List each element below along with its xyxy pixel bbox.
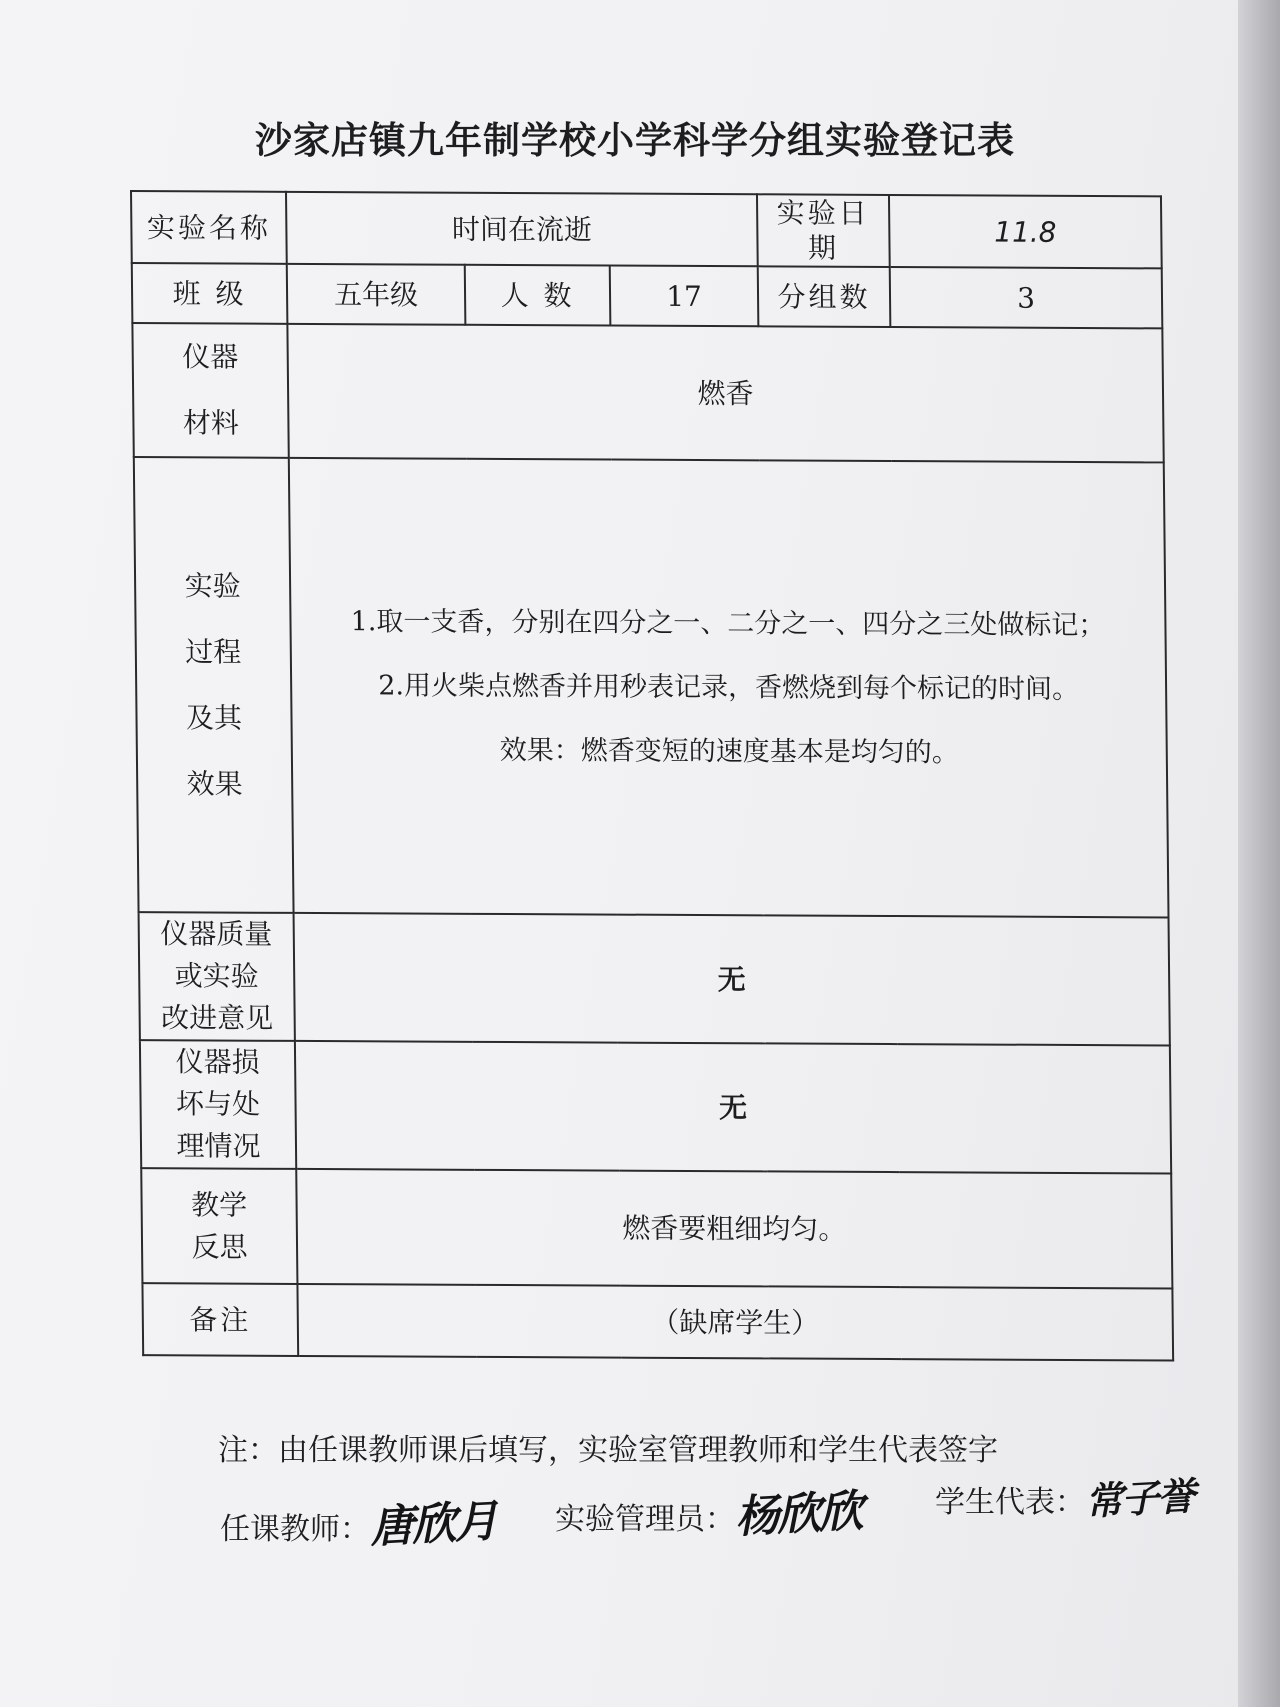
process-label-line: 过程 bbox=[185, 634, 242, 669]
quality-label-line: 仪器质量 bbox=[160, 917, 273, 951]
process-label-line: 及其 bbox=[185, 700, 243, 735]
exp-date-label: 实验日期 bbox=[757, 194, 890, 267]
exp-name-value: 时间在流逝 bbox=[286, 192, 758, 266]
exp-date-value: 11.8 bbox=[889, 195, 1162, 268]
exp-name-label: 实验名称 bbox=[131, 191, 287, 264]
groups-value: 3 bbox=[890, 267, 1163, 328]
student-signature: 常子誉 bbox=[1084, 1474, 1195, 1524]
admin-signature: 杨欣欣 bbox=[733, 1485, 863, 1544]
materials-label-line: 仪器 bbox=[182, 340, 239, 374]
reflection-label-line: 教学 bbox=[190, 1187, 248, 1222]
damage-label-line: 仪器损 bbox=[175, 1045, 260, 1079]
process-label-line: 实验 bbox=[184, 568, 241, 603]
student-label: 学生代表： bbox=[935, 1485, 1085, 1520]
row-reflection bbox=[141, 1168, 1172, 1288]
student-signature-block bbox=[935, 1468, 1193, 1538]
row-class bbox=[132, 263, 1163, 328]
count-value: 17 bbox=[610, 266, 759, 327]
class-value: 五年级 bbox=[287, 264, 466, 325]
teacher-signature: 唐欣月 bbox=[368, 1495, 498, 1554]
remarks-label: 备注 bbox=[142, 1283, 298, 1356]
teacher-label: 任课教师： bbox=[220, 1512, 370, 1547]
quality-label bbox=[139, 912, 295, 1041]
groups-label: 分组数 bbox=[758, 266, 891, 327]
admin-signature-block bbox=[555, 1478, 861, 1548]
process-content bbox=[289, 458, 1169, 918]
row-process bbox=[134, 457, 1169, 917]
process-step: 2.用火柴点燃香并用秒表记录，香燃烧到每个标记的时间。 bbox=[378, 669, 1080, 705]
materials-label bbox=[132, 323, 288, 458]
process-step: 1.取一支香，分别在四分之一、二分之一、四分之三处做标记； bbox=[350, 605, 1106, 641]
quality-value: 无 bbox=[294, 913, 1170, 1046]
row-materials bbox=[132, 323, 1163, 462]
damage-label bbox=[140, 1040, 296, 1169]
damage-value: 无 bbox=[295, 1041, 1171, 1174]
process-label-line: 效果 bbox=[186, 766, 243, 801]
reflection-value: 燃香要粗细均匀。 bbox=[296, 1169, 1172, 1289]
form-title: 沙家店镇九年制学校小学科学分组实验登记表 bbox=[255, 119, 1015, 162]
footer-note: 注：由任课教师课后填写，实验室管理教师和学生代表签字 bbox=[218, 1433, 998, 1468]
quality-label-line: 改进意见 bbox=[160, 1001, 274, 1035]
count-label: 人 数 bbox=[465, 265, 611, 326]
reflection-label bbox=[141, 1168, 297, 1284]
row-name-date bbox=[131, 191, 1162, 268]
process-effect: 效果：燃香变短的速度基本是均匀的。 bbox=[499, 734, 959, 768]
teacher-signature-block bbox=[220, 1488, 496, 1558]
reflection-label-line: 反思 bbox=[191, 1229, 248, 1264]
remarks-value: （缺席学生） bbox=[297, 1284, 1173, 1361]
class-label: 班 级 bbox=[132, 263, 288, 324]
registration-table bbox=[130, 190, 1174, 1362]
materials-value: 燃香 bbox=[287, 324, 1163, 463]
materials-label-line: 材料 bbox=[182, 406, 240, 440]
quality-label-line: 或实验 bbox=[174, 959, 259, 993]
damage-label-line: 理情况 bbox=[176, 1129, 261, 1163]
row-remarks bbox=[142, 1283, 1173, 1360]
admin-label: 实验管理员： bbox=[555, 1502, 735, 1537]
paper-edge bbox=[1238, 0, 1280, 1707]
row-quality bbox=[139, 912, 1170, 1045]
row-damage bbox=[140, 1040, 1171, 1173]
damage-label-line: 坏与处 bbox=[175, 1087, 261, 1121]
process-label bbox=[134, 457, 294, 913]
